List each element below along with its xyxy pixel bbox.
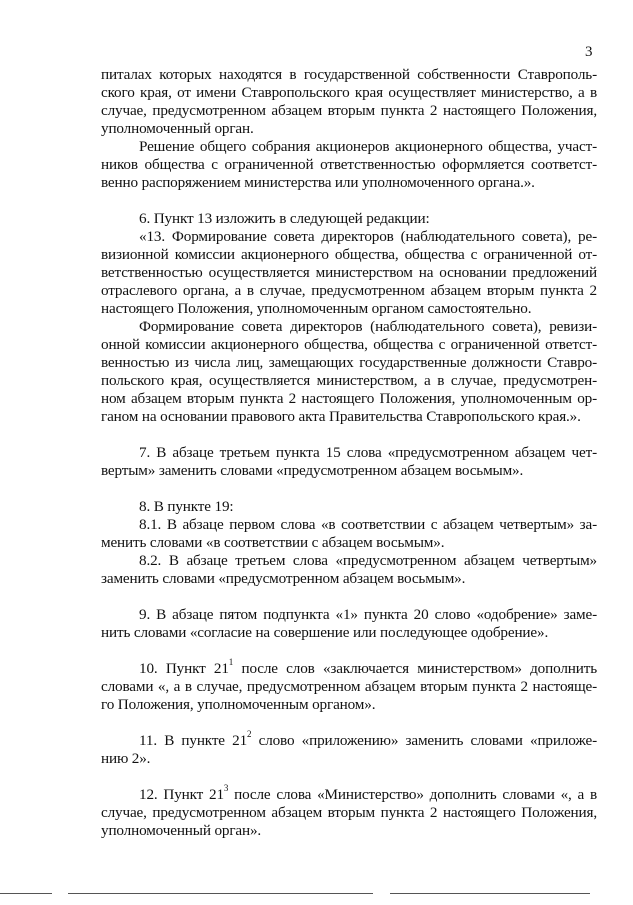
paragraph-item-11 bbox=[101, 728, 597, 768]
text-line: вертым» заменить словами «предусмотренном абзацем восьмым». bbox=[101, 462, 524, 479]
paragraph-item-9 bbox=[101, 606, 597, 642]
text-line: 7. В абзаце третьем пункта 15 слова «предусмотренном абзацем чет- bbox=[139, 444, 597, 461]
paragraph-item-8-2 bbox=[101, 552, 597, 588]
text-line: менить словами «в соответствии с абзацем восьмым». bbox=[101, 534, 445, 551]
text-line: питалах которых находятся в государственной собственности Ставрополь- bbox=[101, 66, 597, 83]
footer-divider bbox=[0, 893, 52, 894]
text-line: 8.2. В абзаце третьем слова «предусмотренном абзацем четвертым» bbox=[139, 552, 597, 569]
text-line: венностью из числа лиц, замещающих государственные должности Ставро- bbox=[101, 354, 597, 371]
superscript: 2 bbox=[247, 728, 252, 739]
text-line: венно распоряжением министерства или уполномоченного органа.». bbox=[101, 174, 535, 191]
footer-divider bbox=[68, 893, 373, 894]
text-line: нить словами «согласие на совершение или последующее одобрение». bbox=[101, 624, 549, 641]
text-line: «13. Формирование совета директоров (наблюдательного совета), ре- bbox=[139, 228, 597, 245]
footer-divider bbox=[390, 893, 590, 894]
text-line: заменить словами «предусмотренном абзацем восьмым». bbox=[101, 570, 466, 587]
paragraph-item-8 bbox=[101, 498, 597, 516]
paragraph-item-8-1 bbox=[101, 516, 597, 552]
paragraph-item-13 bbox=[101, 228, 597, 318]
text-line: отраслевого органа, а в случае, предусмотренном абзацем вторым пункта 2 bbox=[101, 282, 597, 299]
text-line: уполномоченный орган». bbox=[101, 822, 262, 839]
text-line: ветственностью осуществляется министерством на основании предложений bbox=[101, 264, 597, 281]
paragraph-item-6 bbox=[101, 210, 597, 228]
text-line-with-superscript bbox=[101, 728, 597, 750]
page-number: 3 bbox=[585, 44, 593, 60]
text-line: случае, предусмотренном абзацем вторым пункта 2 настоящего Положения, bbox=[101, 102, 597, 119]
text-line: 8.1. В абзаце первом слова «в соответствии с абзацем четвертым» за- bbox=[139, 516, 597, 533]
text-line: 6. Пункт 13 изложить в следующей редакции: bbox=[139, 210, 430, 227]
text-line: Решение общего собрания акционеров акционерного общества, участ- bbox=[139, 138, 597, 155]
text-line: ников общества с ограниченной ответственностью оформляется соответст- bbox=[101, 156, 597, 173]
text-line: 8. В пункте 19: bbox=[139, 498, 234, 515]
text-line: визионной комиссии акционерного общества, общества с ограниченной от- bbox=[101, 246, 597, 263]
text-fragment: 12. Пункт 21 bbox=[139, 786, 224, 803]
text-line: нию 2». bbox=[101, 750, 151, 767]
text-line: ном абзацем вторым пункта 2 настоящего Положения, уполномоченным ор- bbox=[101, 390, 597, 407]
text-fragment: 10. Пункт 21 bbox=[139, 660, 229, 677]
paragraph-item-12 bbox=[101, 782, 597, 840]
paragraph-formation bbox=[101, 318, 597, 426]
text-line: уполномоченный орган. bbox=[101, 120, 254, 137]
text-line: словами «, а в случае, предусмотренном абзацем вторым пункта 2 настояще- bbox=[101, 678, 597, 695]
document-body bbox=[101, 66, 597, 840]
superscript: 1 bbox=[228, 656, 234, 667]
text-fragment: после слов «заключается министерством» дополнить bbox=[233, 660, 597, 677]
text-line: польского края, осуществляется министерством, а в случае, предусмотрен- bbox=[101, 372, 597, 389]
paragraph-item-7 bbox=[101, 444, 597, 480]
text-fragment: после слова «Министерство» дополнить словами «, а в bbox=[228, 786, 597, 803]
text-line-with-superscript bbox=[101, 782, 597, 804]
text-line: го Положения, уполномоченным органом». bbox=[101, 696, 376, 713]
paragraph-decision bbox=[101, 138, 597, 192]
text-line: онной комиссии акционерного общества, общества с ограниченной ответст- bbox=[101, 336, 597, 353]
text-line: настоящего Положения, уполномоченным органом самостоятельно. bbox=[101, 300, 532, 317]
text-line: случае, предусмотренном абзацем вторым пункта 2 настоящего Положения, bbox=[101, 804, 597, 821]
paragraph-item-10 bbox=[101, 656, 597, 714]
text-line: 9. В абзаце пятом подпункта «1» пункта 20 слово «одобрение» заме- bbox=[139, 606, 597, 623]
text-line: ского края, от имени Ставропольского края осуществляет министерство, а в bbox=[101, 84, 597, 101]
text-fragment: 11. В пункте 21 bbox=[139, 732, 248, 749]
text-line: Формирование совета директоров (наблюдательного совета), ревизи- bbox=[139, 318, 597, 335]
text-line: ганом на основании правового акта Правительства Ставропольского края.». bbox=[101, 408, 581, 425]
superscript: 3 bbox=[223, 782, 229, 793]
text-line-with-superscript bbox=[101, 656, 597, 678]
paragraph-continuation bbox=[101, 66, 597, 138]
text-fragment: слово «приложению» заменить словами «приложе- bbox=[251, 732, 597, 749]
